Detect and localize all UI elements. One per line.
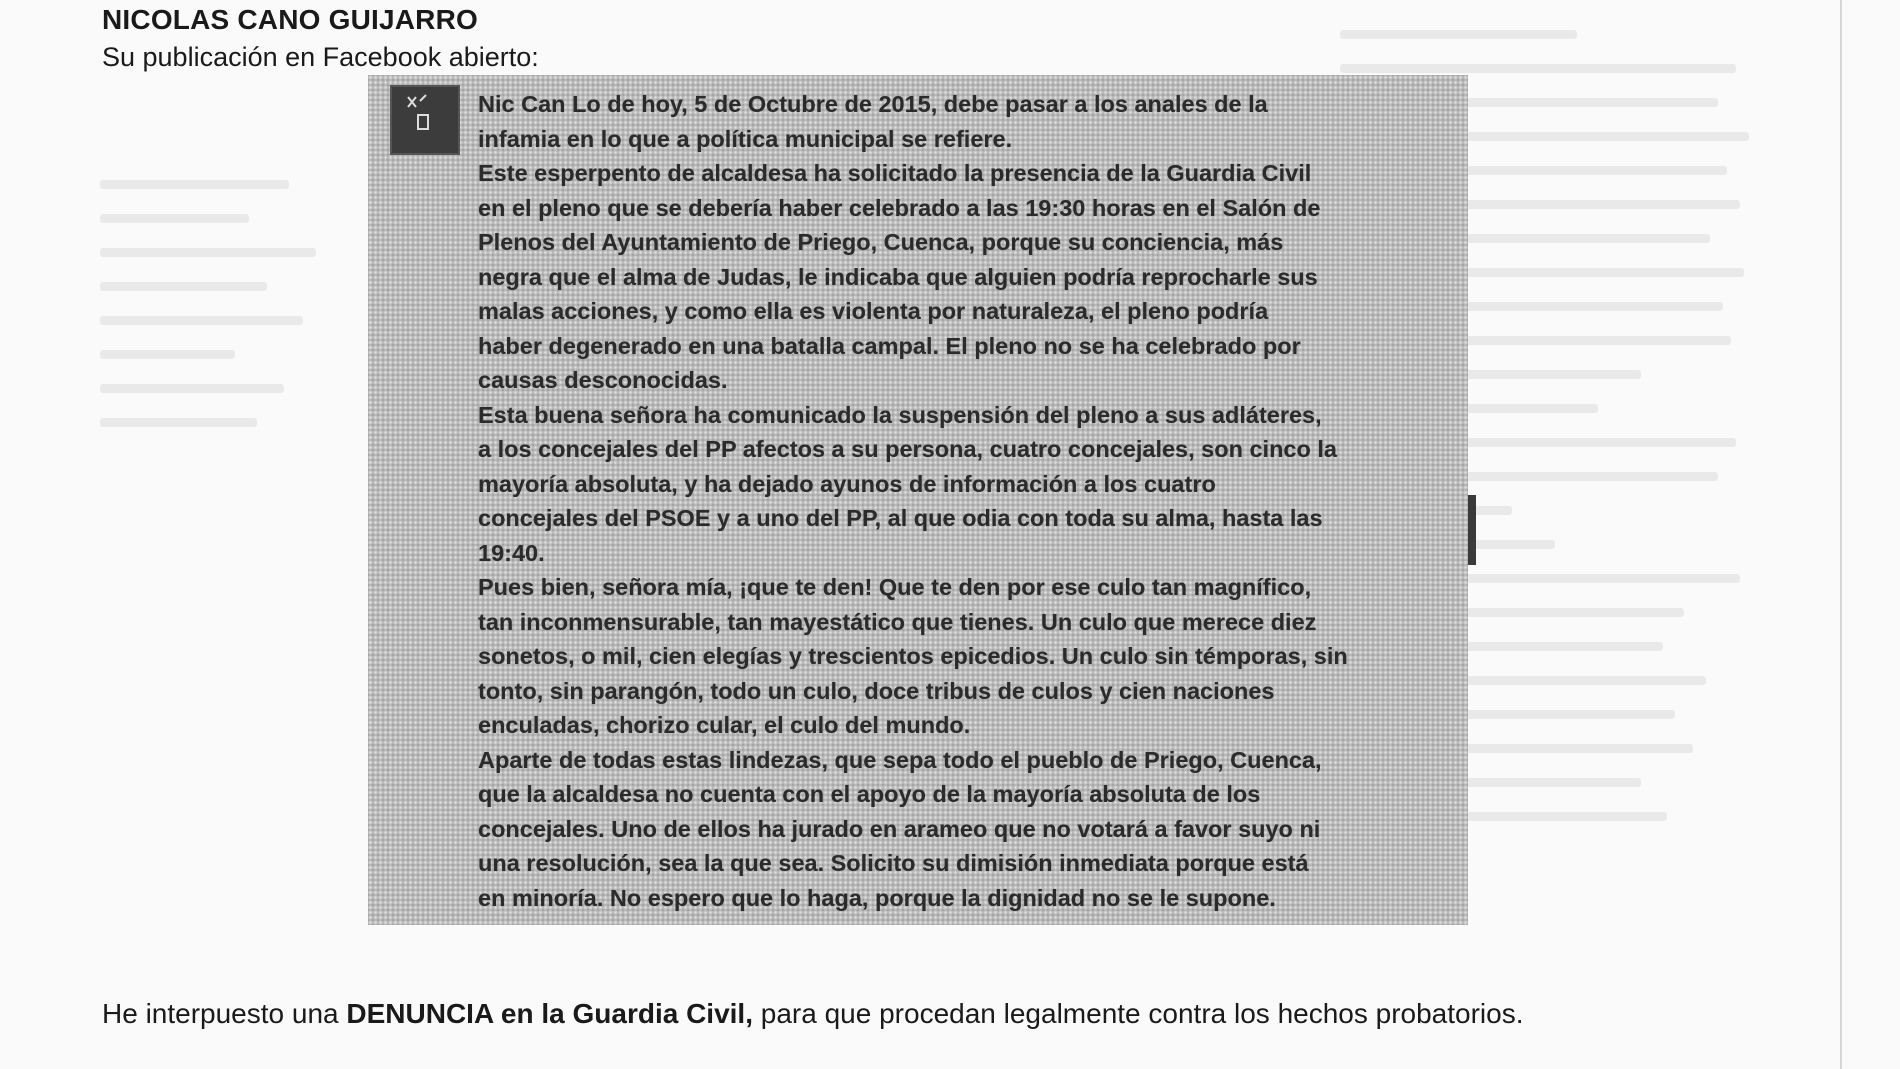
facebook-post-screenshot (368, 75, 1468, 925)
page-avatar (390, 85, 460, 155)
complaint-text-bold: DENUNCIA en la Guardia Civil, (346, 998, 753, 1029)
post-body (478, 87, 1453, 915)
post-paragraph-5: Aparte de todas estas lindezas, que sepa todo el pueblo de Priego, Cuenca, que la alcaldesa no cuenta con el apoyo de la mayoría absoluta de los concejales. Uno de ellos ha jurado en arameo que no votará a favor suyo ni una resolución, sea la que sea. Solicito su dimisión inmediata porque está en minoría. No espero que lo haga, porque la dignidad no se le supone. (478, 746, 1322, 911)
complaint-statement (102, 998, 1524, 1030)
publication-caption: Su publicación en Facebook abierto: (102, 42, 539, 72)
bleed-through-text-left (100, 180, 370, 780)
author-name: NICOLAS CANO GUIJARRO (102, 4, 478, 35)
complaint-text-end: para que procedan legalmente contra los hechos probatorios. (753, 998, 1524, 1029)
post-paragraph-1: Nic Can Lo de hoy, 5 de Octubre de 2015, debe pasar a los anales de la infamia en lo que a política municipal se refiere. (478, 91, 1268, 152)
page-edge-rule (1840, 0, 1842, 1069)
post-paragraph-2: Este esperpento de alcaldesa ha solicitado la presencia de la Guardia Civil en el pleno que se debería haber celebrado a las 19:30 horas en el Salón de Plenos del Ayuntamiento de Priego, Cuenca, porque su conciencia, más negra que el alma de Judas, le indicaba que alguien podría reprocharle sus malas acciones, y como ella es violenta por naturaleza, el pleno podría haber degenerado en una batalla campal. El pleno no se ha celebrado por causas desconocidas. (478, 160, 1321, 393)
post-paragraph-4: Pues bien, señora mía, ¡que te den! Que te den por ese culo tan magnífico, tan inconmensurable, tan mayestático que tienes. Un culo que merece diez sonetos, o mil, cien elegías y trescientos epicedios. Un culo sin témporas, sin tonto, sin parangón, todo un culo, doce tribus de culos y cien naciones enculadas, chorizo cular, el culo del mundo. (478, 574, 1348, 738)
post-paragraph-3: Esta buena señora ha comunicado la suspensión del pleno a sus adláteres, a los concejales del PP afectos a su persona, cuatro concejales, son cinco la mayoría absoluta, y ha dejado ayunos de información a los cuatro concejales del PSOE y a uno del PP, al que odia con toda su alma, hasta las 19:40. (478, 401, 1337, 566)
complaint-text-start: He interpuesto una (102, 998, 347, 1029)
page-avatar-icon (404, 93, 430, 133)
